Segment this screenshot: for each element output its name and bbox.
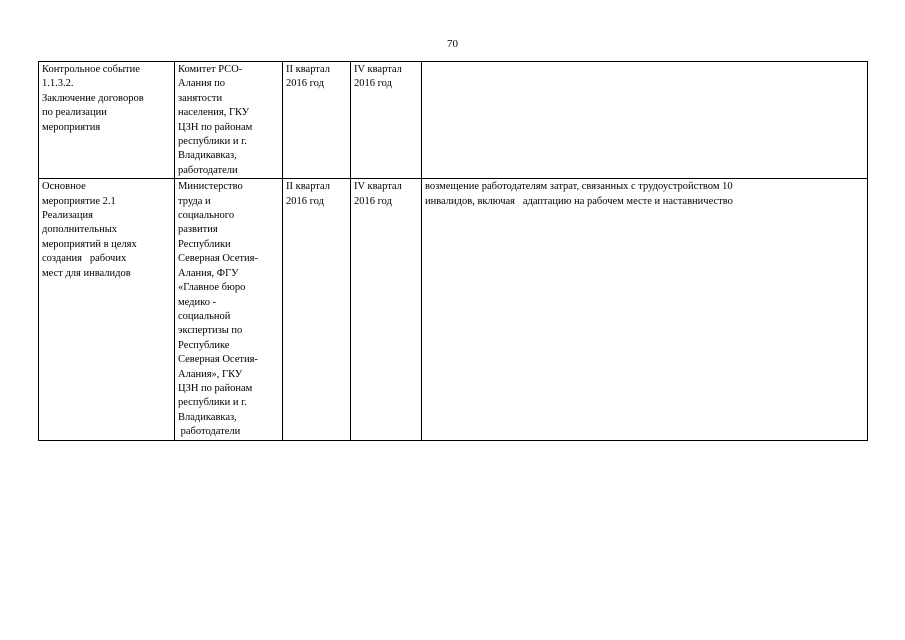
plan-table bbox=[38, 61, 868, 441]
end-date-cell bbox=[351, 179, 422, 440]
executor-cell bbox=[175, 62, 283, 179]
executor-line: занятости bbox=[178, 92, 223, 104]
event-line: мероприятия bbox=[42, 121, 101, 133]
executor-line: республики и г. bbox=[178, 397, 247, 409]
executor-line: труда и bbox=[178, 195, 211, 207]
executor-line: Республике bbox=[178, 339, 230, 351]
executor-line: работодатели bbox=[178, 426, 241, 438]
end-date-line: IV квартал bbox=[354, 64, 402, 75]
event-line: Основное bbox=[42, 181, 86, 193]
start-date-line: II квартал bbox=[286, 181, 331, 193]
executor-line: развития bbox=[178, 224, 218, 236]
end-date-line: 2016 год bbox=[354, 78, 392, 90]
event-line: Заключение договоров bbox=[42, 92, 144, 104]
event-line: по реализации bbox=[42, 107, 107, 119]
event-line: Контрольное событие bbox=[42, 64, 140, 75]
end-date-line: 2016 год bbox=[354, 195, 392, 207]
end-date-cell bbox=[351, 62, 422, 179]
page-number: 70 bbox=[447, 38, 458, 50]
executor-line: населения, ГКУ bbox=[178, 107, 250, 119]
result-cell bbox=[422, 62, 868, 179]
start-date-cell bbox=[283, 62, 351, 179]
event-line: мероприятие 2.1 bbox=[42, 195, 116, 207]
event-line: Реализация bbox=[42, 210, 93, 222]
event-line: мест для инвалидов bbox=[42, 267, 131, 279]
executor-line: Владикавказ, bbox=[178, 411, 237, 423]
executor-line: Северная Осетия- bbox=[178, 253, 258, 265]
executor-line: «Главное бюро bbox=[178, 282, 246, 294]
executor-line: Комитет РСО- bbox=[178, 64, 243, 75]
event-line: дополнительных bbox=[42, 224, 118, 236]
result-line: инвалидов, включая адаптацию на рабочем месте и наставничество bbox=[425, 195, 733, 207]
start-date-line: 2016 год bbox=[286, 195, 324, 207]
executor-line: Северная Осетия- bbox=[178, 354, 258, 366]
executor-line: Владикавказ, bbox=[178, 150, 237, 162]
executor-line: экспертизы по bbox=[178, 325, 243, 337]
event-cell bbox=[39, 179, 175, 440]
executor-line: медико - bbox=[178, 296, 217, 308]
event-line: мероприятий в целях bbox=[42, 238, 137, 250]
executor-line: ЦЗН по районам bbox=[178, 121, 253, 133]
event-line: создания рабочих bbox=[42, 253, 127, 265]
start-date-line: 2016 год bbox=[286, 78, 324, 90]
table-row bbox=[39, 179, 868, 440]
end-date-line: IV квартал bbox=[354, 181, 402, 193]
start-date-cell bbox=[283, 179, 351, 440]
executor-line: социального bbox=[178, 210, 235, 222]
executor-line: Министерство bbox=[178, 181, 243, 193]
result-line: возмещение работодателям затрат, связанных с трудоустройством 10 bbox=[425, 181, 733, 193]
event-line: 1.1.3.2. bbox=[42, 78, 74, 90]
executor-line: республики и г. bbox=[178, 136, 247, 148]
result-cell bbox=[422, 179, 868, 440]
executor-line: Республики bbox=[178, 238, 231, 250]
executor-line: Алания, ФГУ bbox=[178, 267, 239, 279]
executor-line: социальной bbox=[178, 310, 231, 322]
executor-line: работодатели bbox=[178, 164, 238, 176]
event-cell bbox=[39, 62, 175, 179]
executor-line: Алания по bbox=[178, 78, 226, 90]
executor-line: Алания», ГКУ bbox=[178, 368, 243, 380]
executor-line: ЦЗН по районам bbox=[178, 382, 253, 394]
start-date-line: II квартал bbox=[286, 64, 331, 75]
table-row bbox=[39, 62, 868, 179]
executor-cell bbox=[175, 179, 283, 440]
